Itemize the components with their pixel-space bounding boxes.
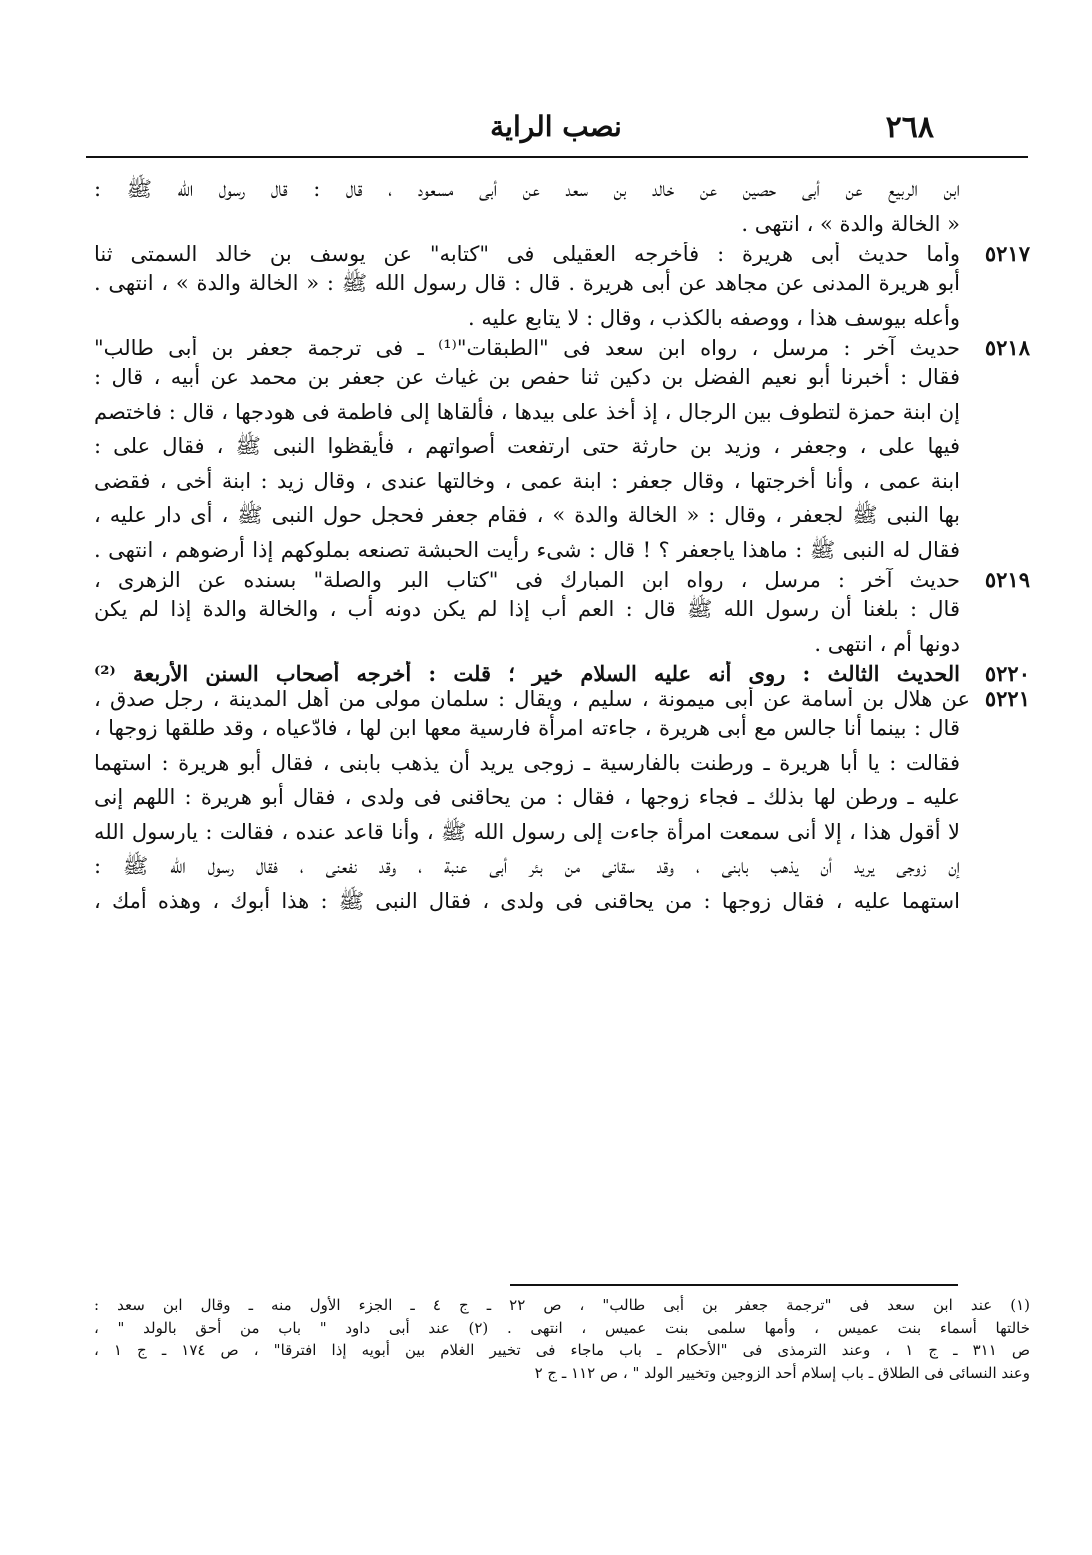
text-line: إن زوجى يريد أن يذهب بابنى ، وقد سقانى من بئر أبى عنبة ، وقد نفعنى ، فقال رسول الله ﷺ : [94,854,960,878]
page-header [86,110,1026,154]
footnote-line: (١) عند ابن سعد فى "ترجمة جعفر بن أبى طالب" ، ص ٢٢ ـ ج ٤ ـ الجزء الأول منه ـ وقال ابن سعد : [94,1296,1030,1314]
hadith-entry-5218 [94,335,1030,360]
entry-first-line: وأما حديث أبى هريرة : فأخرجه العقيلى فى "كتابه" عن يوسف بن خالد السمتى ثنا [94,242,960,266]
footnote-line: ص ٣١١ ـ ج ١ ، وعند الترمذى فى "الأحكام ـ باب ماجاء فى تخيير الغلام بين أبويه إذا افترقا" ، ص ١٧٤ ـ ج ١ ، [94,1341,1030,1359]
footnotes [94,1294,1030,1384]
text-line: وأعله بيوسف هذا ، ووصفه بالكذب ، وقال : لا يتابع عليه . [468,305,960,330]
entry-number: ٥٢١٨ [984,335,1030,360]
hadith-entry-5219 [94,567,1030,592]
entry-first-line: حديث آخر : مرسل ، رواه ابن المبارك فى "كتاب البر والصلة" بسنده عن الزهرى ، [94,568,960,592]
footnote-line: وعند النسائى فى الطلاق ـ باب إسلام أحد الزوجين وتخيير الولد " ، ص ١١٢ ـ ج ٢ [534,1363,1030,1382]
hadith-entry-5217 [94,241,1030,266]
text-line: ابن الربيع عن أبى حصين عن خالد بن سعد عن أبى مسعود ، قال : قال رسول الله ﷺ : [94,177,960,201]
text-line: « الخالة والدة » ، انتهى . [741,211,960,236]
running-title: نصب الراية [490,110,622,143]
entry-first-line: الحديث الثالث : روى أنه عليه السلام خير ؛ قلت : أخرجه أصحاب السنن الأربعة ⁽²⁾ [94,661,960,686]
text-line: فيها على ، وجعفر ، وزيد بن حارثة حتى ارتفعت أصواتهم ، فأيقظوا النبى ﷺ ، فقال على : [94,434,960,458]
page-number: ٢٦٨ [885,110,934,145]
entry-first-line: عن هلال بن أسامة عن أبى ميمونة ، سليم ، ويقال : سلمان مولى من أهل المدينة ، رجل صدق ، [94,687,970,711]
text-line: فقالت : يا أبا هريرة ـ ورطنت بالفارسية ـ زوجى يريد أن يذهب بابنى ، فقال أبو هريرة : استهما [94,750,960,775]
entry-first-line: حديث آخر : مرسل ، رواه ابن سعد فى "الطبقات"⁽¹⁾ ـ فى ترجمة جعفر بن أبى طالب" [94,336,960,360]
entry-number: ٥٢١٩ [984,567,1030,592]
text-line: فقال : أخبرنا أبو نعيم الفضل بن دكين ثنا حفص بن غياث عن جعفر بن محمد عن أبيه ، قال : [94,365,960,389]
text-line: فقال له النبى ﷺ : ماهذا ياجعفر ؟ ! قال : شىء رأيت الحبشة تصنعه بملوكهم إذا أرضوهم ، انتهى . [94,537,960,562]
text-line: إن ابنة حمزة لتطوف بين الرجال ، إذ أخذ على بيدها ، فألقاها إلى فاطمة فى هودجها ، قال : فاختصم [94,399,960,424]
text-line: عليه ـ ورطن لها بذلك ـ فجاء زوجها ، فقال : من يحاقنى فى ولدى ، فقال أبو هريرة : اللهم إنى [94,785,960,809]
entry-number: ٥٢١٧ [984,241,1030,266]
text-line: بها النبى ﷺ لجعفر ، وقال : « الخالة والدة » ، فقام جعفر فحجل حول النبى ﷺ ، أى دار عليه ، [94,503,960,527]
header-rule [86,156,1028,158]
entry-number: ٥٢٢٠ [984,661,1030,686]
hadith-entry-5220 [94,661,1030,686]
main-text [94,172,1030,918]
text-line: قال : بلغنا أن رسول الله ﷺ قال : العم أب إذا لم يكن دونه أب ، والخالة والدة إذا لم يكن [94,597,960,621]
text-line: ابنة عمى ، وأنا أخرجتها ، وقال جعفر : ابنة عمى ، وخالتها عندى ، وقال زيد : ابنة أخى ، فقضى [94,468,960,493]
footnote-rule [510,1284,958,1286]
hadith-entry-5221 [94,686,1030,711]
text-line: أبو هريرة المدنى عن مجاهد عن أبى هريرة . قال : قال رسول الله ﷺ : « الخالة والدة » ، انتهى . [94,271,960,295]
footnote-line: خالتها أسماء بنت عميس ، وأمها سلمى بنت عميس ، انتهى . (٢) عند أبى داود " باب من أحق بالولد " ، [94,1318,1030,1337]
text-line: قال : بينما أنا جالس مع أبى هريرة ، جاءته امرأة فارسية معها ابن لها ، فادّعياه ، وقد طلقها زوجها ، [94,716,960,740]
text-line: دونها أم ، انتهى . [814,631,960,656]
entry-number: ٥٢٢١ [984,686,1030,711]
text-line: استهما عليه ، فقال زوجها : من يحاقنى فى ولدى ، فقال النبى ﷺ : هذا أبوك ، وهذه أمك ، [94,888,960,913]
text-line: لا أقول هذا ، إلا أنى سمعت امرأة جاءت إلى رسول الله ﷺ ، وأنا قاعد عنده ، فقالت : يارسول الله [94,819,960,844]
